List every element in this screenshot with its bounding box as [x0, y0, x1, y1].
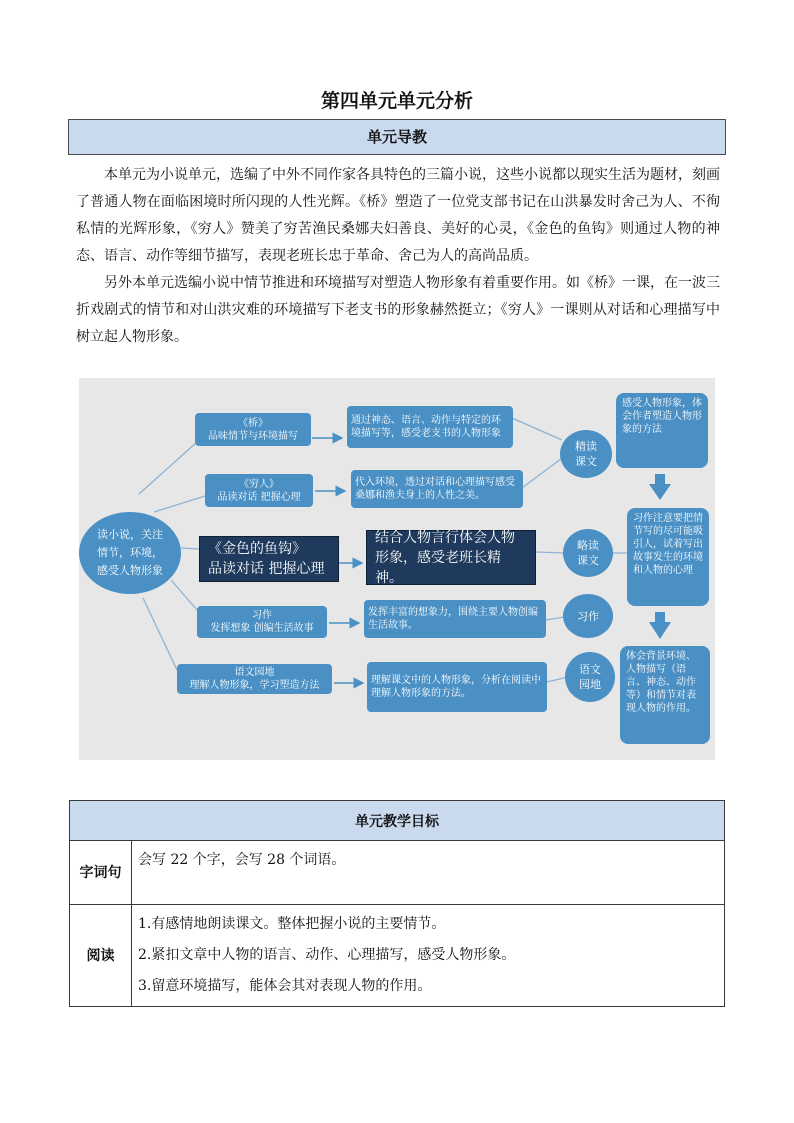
detail-node-poor-people: 代入环境，透过对话和心理描写感受桑娜和渔夫身上的人性之美。: [351, 470, 523, 508]
lesson-node-bridge: 《桥》 品味情节与环境描写: [195, 413, 311, 446]
section-banner: 单元导教: [68, 119, 726, 155]
intro-paragraph-1: 本单元为小说单元，选编了中外不同作家各具特色的三篇小说，这些小说都以现实生活为题材，刻画了普通人物在面临困境时所闪现的人性光辉。《桥》塑造了一位党支部书记在山洪暴发时舍己为人、不徇私情的光辉形象，《穷人》赞美了穷苦渔民桑娜夫妇善良、美好的心灵，《金色的鱼钩》则通过人物的神态、语言、动作等细节描写，表现老班长忠于革命、舍己为人的高尚品质。: [76, 167, 720, 264]
type-node-skim-reading: 略读 课文: [563, 529, 613, 577]
goals-items: [132, 841, 725, 905]
unit-mind-map: [79, 378, 715, 760]
goals-items: [132, 905, 725, 1007]
intro-paragraph-2: 另外本单元选编小说中情节推进和环境描写对塑造人物形象有着重要作用。如《桥》一课，在一波三折戏剧式的情节和对山洪灾难的环境描写下老支书的形象赫然挺立；《穷人》一课则从对话和心理描写中树立起人物形象。: [76, 275, 720, 345]
table-row: [70, 841, 725, 905]
lesson-node-poor-people: 《穷人》 品读对话 把握心理: [205, 474, 313, 507]
center-node: 读小说，关注 情节，环境， 感受人物形象: [79, 512, 181, 594]
goal-item: 2.紧扣文章中人物的语言、动作、心理描写，感受人物形象。: [138, 947, 516, 963]
detail-node-bridge: 通过神态、语言、动作与特定的环境描写等，感受老支书的人物形象: [347, 406, 513, 448]
goals-category: 字词句: [70, 841, 132, 905]
table-row: [70, 905, 725, 1007]
lesson-node-writing: 习作 发挥想象 创编生活故事: [197, 606, 327, 638]
type-node-intensive-reading: 精读 课文: [560, 430, 612, 478]
unit-goals-table: [69, 800, 725, 1007]
detail-node-writing: 发挥丰富的想象力，围绕主要人物创编生活故事。: [364, 600, 546, 638]
lesson-node-golden-hook: 《金色的鱼钩》 品读对话 把握心理: [199, 536, 339, 582]
summary-node-reading: 感受人物形象，体会作者塑造人物形象的方法: [616, 393, 708, 468]
goals-header: 单元教学目标: [70, 801, 725, 841]
page-title: 第四单元单元分析: [320, 90, 473, 112]
goal-item: 会写 22 个字，会写 28 个词语。: [138, 852, 346, 868]
summary-node-writing: 习作注意要把情节写的尽可能吸引人，试着写出故事发生的环境和人物的心理: [627, 508, 709, 606]
goal-item: 1.有感情地朗读课文。整体把握小说的主要情节。: [138, 916, 446, 932]
detail-node-language-garden: 理解课文中的人物形象，分析在阅读中理解人物形象的方法。: [367, 662, 547, 712]
lesson-node-language-garden: 语文园地 理解人物形象，学习塑造方法: [177, 664, 332, 694]
type-node-writing: 习作: [563, 594, 613, 638]
type-node-language-garden: 语文 园地: [565, 652, 615, 702]
detail-node-golden-hook: 结合人物言行体会人物形象，感受老班长精神。: [366, 530, 536, 585]
goal-item: 3.留意环境描写，能体会其对表现人物的作用。: [138, 978, 432, 994]
summary-node-garden: 体会背景环境、人物描写（语言、神态、动作等）和情节对表现人物的作用。: [620, 646, 710, 744]
goals-category: 阅读: [70, 905, 132, 1007]
